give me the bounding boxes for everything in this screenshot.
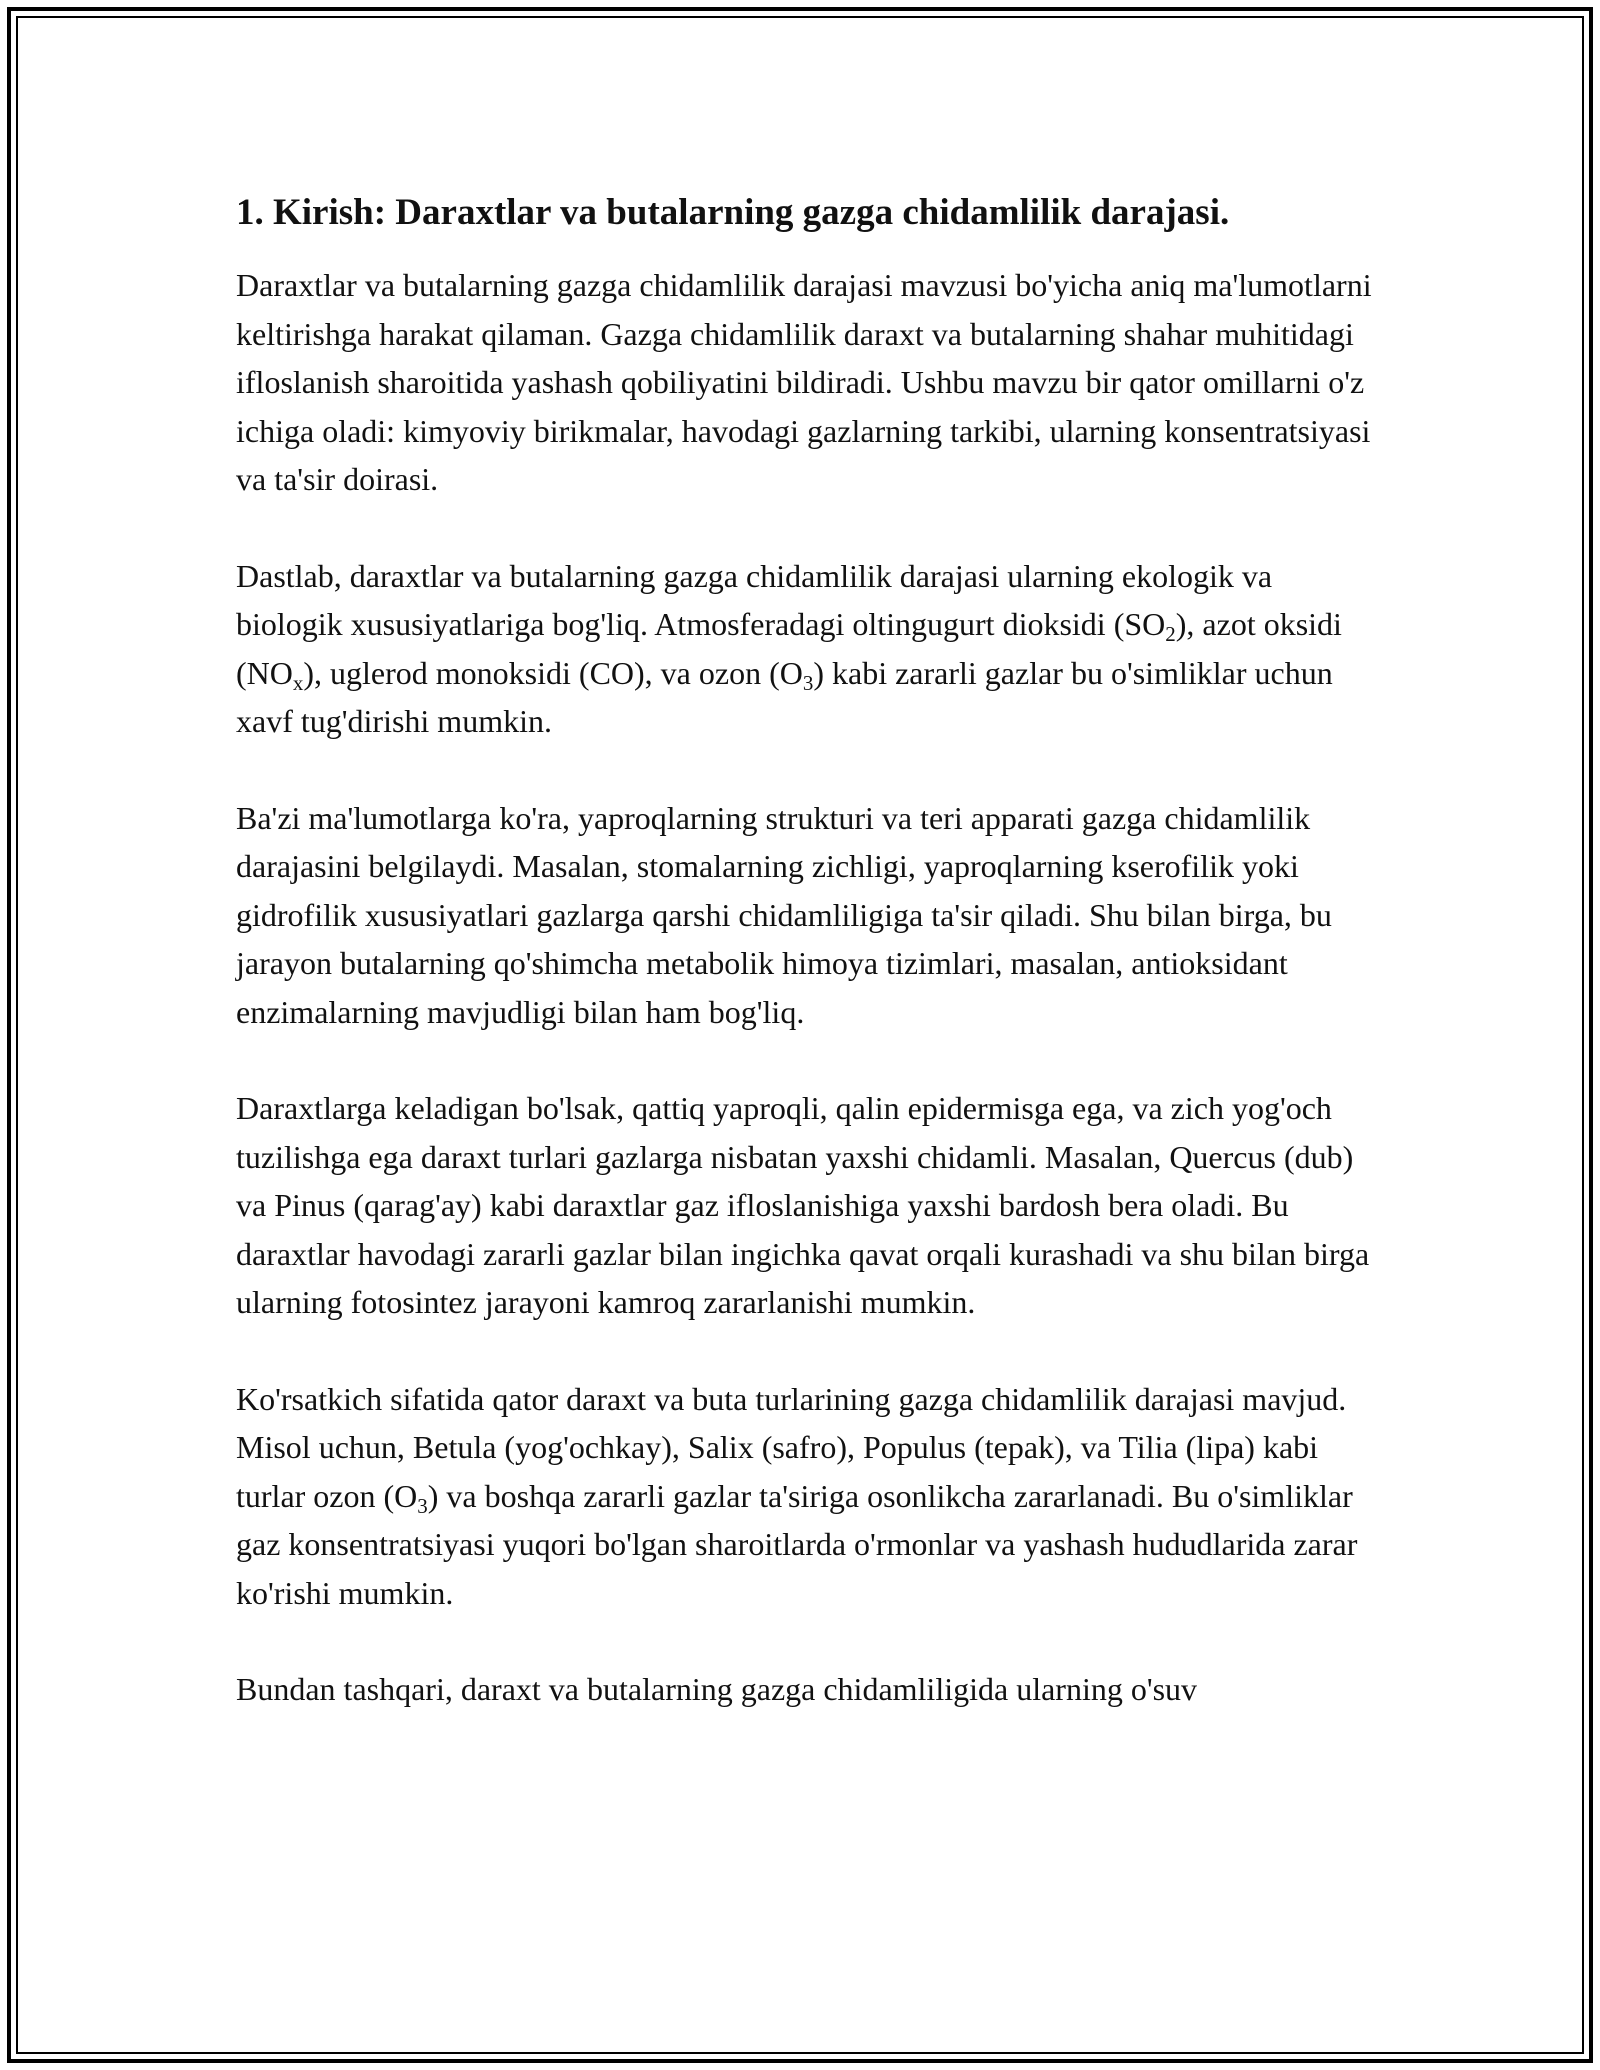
subscript-so2: 2: [1165, 622, 1176, 646]
paragraph-gases-text-4: ) kabi zararli gazlar bu o'simliklar uchun xavf tug'dirishi mumkin.: [236, 654, 1333, 739]
paragraph-continuation: Bundan tashqari, daraxt va butalarning gazga chidamliligida ularning o'suv: [236, 1671, 1198, 1707]
subscript-nox: x: [292, 670, 304, 695]
paragraph-sensitive-text-2: ) va boshqa zararli gazlar ta'siriga osonlikcha zararlanadi. Bu o'simliklar gaz konsentratsiyasi yuqori bo'lgan sharoitlarda o'rmonlar va yashash hududlarida zarar ko'rishi mumkin.: [236, 1477, 1358, 1611]
subscript-o3-second: 3: [417, 1493, 428, 1518]
section-heading: 1. Kirish: Daraxtlar va butalarning gazga chidamlilik darajasi.: [236, 192, 1230, 233]
paragraph-gases-text-1: Dastlab, daraxtlar va butalarning gazga chidamlilik darajasi ularning ekologik va biologik xususiyatlariga bog'liq. Atmosferadagi oltingugurt dioksidi (SO: [236, 557, 1273, 642]
paragraph-gases-text-2: ), azot oksidi (NO: [236, 606, 1342, 691]
paragraph-intro: Daraxtlar va butalarning gazga chidamlilik darajasi mavzusi bo'yicha aniq ma'lumotlarni keltirishga harakat qilaman. Gazga chidamlilik daraxt va butalarning shahar muhitidagi ifloslanish sharoitida yashash qobiliyatini bildiradi. Ushbu mavzu bir qator omillarni o'z ichiga oladi: kimyoviy birikmalar, havodagi gazlarning tarkibi, ularning konsentratsiyasi va ta'sir doirasi.: [236, 267, 1372, 497]
paragraph-sensitive-species: [236, 1375, 1376, 1618]
paragraph-gases: [236, 552, 1376, 746]
paragraph-leaf-structure: Ba'zi ma'lumotlarga ko'ra, yaproqlarning strukturi va teri apparati gazga chidamlilik darajasini belgilaydi. Masalan, stomalarning zichligi, yaproqlarning kserofilik yoki gidrofilik xususiyatlari gazlarga qarshi chidamliligiga ta'sir qiladi. Shu bilan birga, bu jarayon butalarning qo'shimcha metabolik himoya tizimlari, masalan, antioksidant enzimalarning mavjudligi bilan ham bog'liq.: [236, 799, 1332, 1030]
paragraph-gases-text-3: ), uglerod monoksidi (CO), va ozon (O: [303, 654, 803, 691]
paragraph-resistant-trees: Daraxtlarga keladigan bo'lsak, qattiq yaproqli, qalin epidermisga ega, va zich yog'och tuzilishga ega daraxt turlari gazlarga nisbatan yaxshi chidamli. Masalan, Quercus (dub) va Pinus (qarag'ay) kabi daraxtlar gaz ifloslanishiga yaxshi bardosh bera oladi. Bu daraxtlar havodagi zararli gazlar bilan ingichka qavat orqali kurashadi va shu bilan birga ularning fotosintez jarayoni kamroq zararlanishi mumkin.: [236, 1090, 1370, 1320]
paragraph-sensitive-text-1: Ko'rsatkich sifatida qator daraxt va buta turlarining gazga chidamlilik darajasi mavjud. Misol uchun, Betula (yog'ochkay), Salix (safro), Populus (tepak), va Tilia (lipa) kabi turlar ozon (O: [236, 1380, 1347, 1514]
document-body: [236, 185, 1376, 1762]
subscript-o3: 3: [802, 670, 814, 695]
